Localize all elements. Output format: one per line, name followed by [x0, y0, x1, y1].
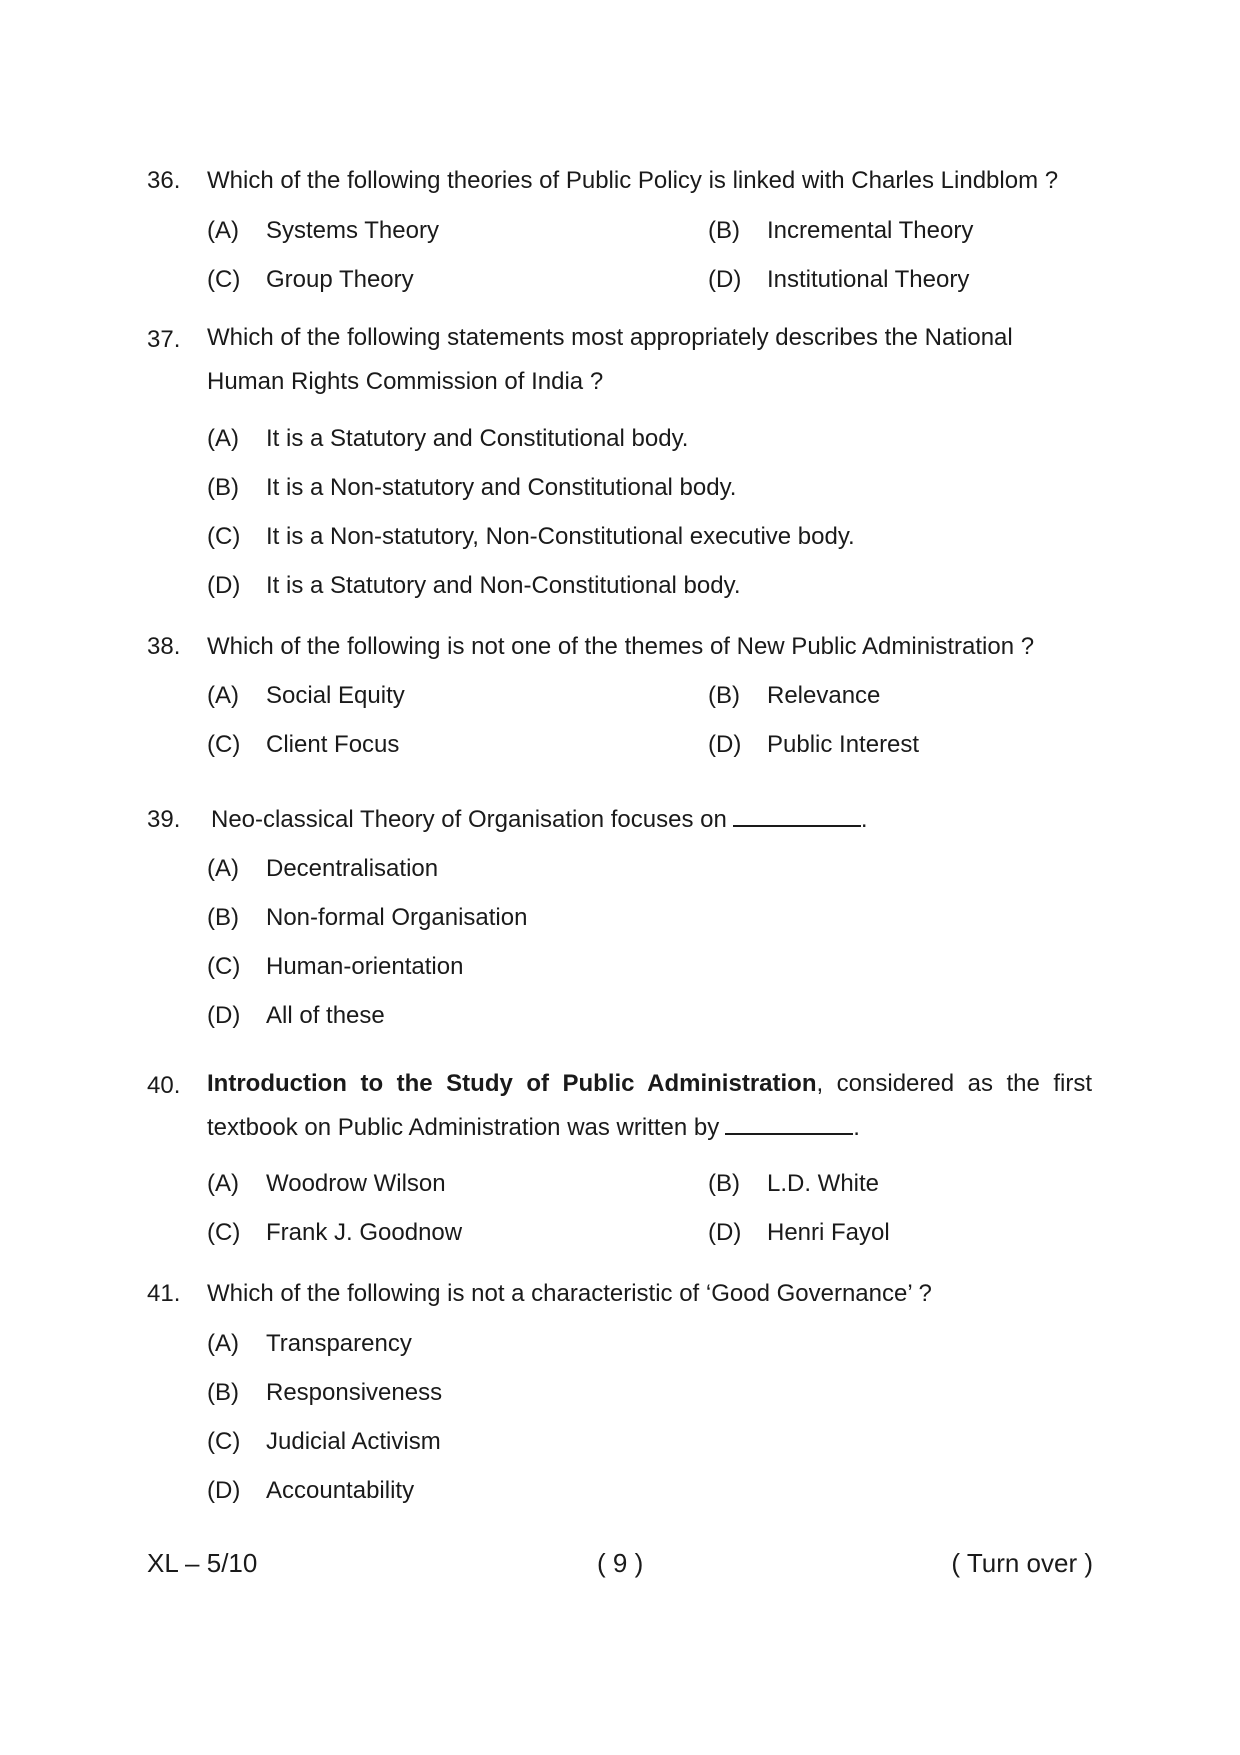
option	[207, 425, 688, 453]
option	[207, 266, 414, 294]
option-label: (D)	[207, 1477, 241, 1504]
option	[207, 1428, 441, 1456]
option	[207, 1002, 385, 1030]
option-text: Henri Fayol	[767, 1219, 890, 1246]
option-text: It is a Non-statutory, Non-Constitutional executive body.	[266, 523, 855, 550]
option	[207, 474, 736, 502]
option-label: (C)	[207, 523, 241, 550]
option	[207, 904, 527, 932]
option	[207, 682, 405, 710]
option-label: (B)	[708, 217, 740, 244]
option-label: (B)	[207, 474, 239, 501]
option-text: It is a Non-statutory and Constitutional body.	[266, 474, 737, 501]
question-text	[211, 806, 1101, 834]
option	[207, 855, 438, 883]
option-label: (C)	[207, 1219, 241, 1246]
option	[207, 217, 439, 245]
option-label: (B)	[207, 1379, 239, 1406]
option-text: Judicial Activism	[266, 1428, 441, 1455]
option-text: Frank J. Goodnow	[266, 1219, 463, 1246]
option-label: (C)	[207, 266, 241, 293]
option-text: It is a Statutory and Non-Constitutional body.	[266, 572, 741, 599]
option-text: Accountability	[266, 1477, 415, 1504]
option-text: All of these	[266, 1002, 385, 1029]
question-number: 36.	[147, 167, 181, 194]
option	[708, 731, 919, 759]
question-number: 41.	[147, 1280, 181, 1307]
option-label: (C)	[207, 731, 241, 758]
option-label: (A)	[207, 1330, 239, 1357]
option	[708, 1170, 879, 1198]
option-label: (A)	[207, 1170, 239, 1197]
question-number: 37.	[147, 326, 181, 353]
option-text: Woodrow Wilson	[266, 1170, 446, 1197]
option	[207, 523, 855, 551]
option-label: (A)	[207, 682, 239, 709]
option-text: Incremental Theory	[767, 217, 974, 244]
answer-blank	[725, 1115, 853, 1135]
question-text-end: .	[853, 1114, 860, 1141]
answer-blank	[733, 807, 861, 827]
option-text: Client Focus	[266, 731, 400, 758]
option-text: Transparency	[266, 1330, 412, 1357]
option-label: (C)	[207, 1428, 241, 1455]
option-text: Non-formal Organisation	[266, 904, 528, 931]
question-number: 39.	[147, 806, 181, 833]
option-label: (B)	[207, 904, 239, 931]
question-text-main: Neo-classical Theory of Organisation focuses on	[211, 806, 727, 833]
option-text: Decentralisation	[266, 855, 439, 882]
option	[207, 953, 463, 981]
turn-over-note: ( Turn over )	[951, 1548, 1093, 1578]
option	[708, 682, 880, 710]
option-label: (D)	[708, 731, 742, 758]
question-text: Which of the following statements most appropriately describes the National Human Rights Commission of India ?	[207, 324, 1013, 395]
option-label: (D)	[207, 572, 241, 599]
option	[207, 1170, 446, 1198]
option-label: (B)	[708, 1170, 740, 1197]
question-text-end: .	[860, 806, 868, 833]
option	[207, 1379, 442, 1407]
page-number: ( 9 )	[597, 1548, 644, 1578]
question-text-main: , considered as the first textbook on Public Administration was written by	[207, 1070, 1093, 1141]
option	[207, 731, 399, 759]
option-text: Social Equity	[266, 682, 405, 709]
option-label: (A)	[207, 855, 239, 882]
option-text: Systems Theory	[266, 217, 439, 244]
question-number: 40.	[147, 1072, 181, 1099]
option-label: (D)	[708, 266, 742, 293]
question-text: Which of the following is not a characteristic of ‘Good Governance’ ?	[207, 1280, 932, 1307]
option	[207, 1330, 412, 1358]
option-text: It is a Statutory and Constitutional body.	[266, 425, 689, 452]
option	[207, 572, 740, 600]
question-text: Which of the following is not one of the themes of New Public Administration ?	[207, 633, 1035, 660]
option	[207, 1219, 462, 1247]
option-text: Public Interest	[767, 731, 920, 758]
option-label: (D)	[207, 1002, 241, 1029]
paper-code: XL – 5/10	[147, 1548, 258, 1578]
option-text: Responsiveness	[266, 1379, 443, 1406]
question-text: Which of the following theories of Public Policy is linked with Charles Lindblom ?	[207, 167, 1059, 194]
option-label: (C)	[207, 953, 241, 980]
option-label: (A)	[207, 217, 239, 244]
option	[708, 217, 973, 245]
option-label: (B)	[708, 682, 740, 709]
option-text: Institutional Theory	[767, 266, 970, 293]
option-label: (A)	[207, 425, 239, 452]
question-text	[207, 1062, 1092, 1150]
option	[708, 1219, 890, 1247]
option	[708, 266, 969, 294]
option-text: Group Theory	[266, 266, 414, 293]
option-text: Human-orientation	[266, 953, 464, 980]
option-text: Relevance	[767, 682, 881, 709]
book-title: Introduction to the Study of Public Administration	[207, 1070, 817, 1097]
option-text: L.D. White	[767, 1170, 880, 1197]
question-number: 38.	[147, 633, 181, 660]
option-label: (D)	[708, 1219, 742, 1246]
option	[207, 1477, 414, 1505]
